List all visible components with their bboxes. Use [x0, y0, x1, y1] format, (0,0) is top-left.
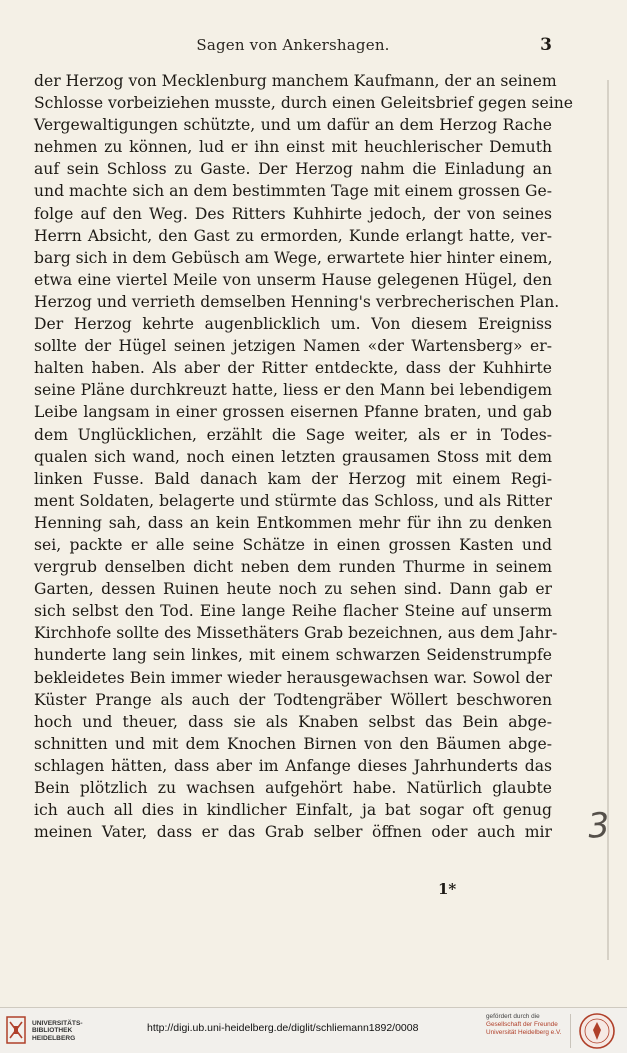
text-line: hunderte lang sein linkes, mit einem schwarzen Seidenstrumpfe	[34, 646, 552, 665]
text-line: schlagen hätten, dass aber im Anfange dieses Jahrhunderts das	[34, 756, 552, 775]
permalink-url[interactable]: http://digi.ub.uni-heidelberg.de/diglit/schliemann1892/0008	[147, 1022, 419, 1034]
page-number: 3	[540, 35, 552, 55]
text-line: vergrub denselben dicht neben dem runden Thurme in seinem	[34, 558, 552, 577]
text-line: auf sein Schloss zu Gaste. Der Herzog nahm die Einladung an	[34, 160, 552, 179]
university-seal-icon	[578, 1012, 616, 1050]
logo-line-1: UNIVERSITÄTS-	[32, 1020, 83, 1027]
page-header	[34, 36, 552, 60]
text-line: Herrn Absicht, den Gast zu ermorden, Kunde erlangt hatte, ver-	[34, 226, 552, 245]
text-line: hoch und theuer, dass sie als Knaben selbst das Bein abge-	[34, 712, 552, 731]
text-line: seine Pläne durchkreuzt hatte, liess er den Mann bei lebendigem	[34, 381, 552, 400]
text-line: Der Herzog kehrte augenblicklich um. Von diesem Ereigniss	[34, 315, 552, 334]
running-title: Sagen von Ankershagen.	[196, 36, 390, 54]
logo-line-3: HEIDELBERG	[32, 1034, 76, 1042]
society-line-2: Universität Heidelberg e.V.	[486, 1029, 562, 1036]
text-line: linken Fusse. Bald danach kam der Herzog mit einem Regi-	[34, 469, 552, 488]
text-line: sollte der Hügel seinen jetzigen Namen «der Wartensberg» er-	[34, 337, 552, 356]
text-line: Bein plötzlich zu wachsen aufgehört habe. Natürlich glaubte	[34, 779, 552, 797]
library-emblem-icon	[6, 1014, 26, 1046]
library-logo[interactable]	[6, 1014, 86, 1048]
text-line: meinen Vater, dass er das Grab selber öffnen oder auch mir	[34, 823, 552, 842]
text-line: sich selbst den Tod. Eine lange Reihe flacher Steine auf unserm	[34, 602, 552, 621]
footer-divider	[570, 1014, 571, 1048]
body-text	[34, 70, 573, 843]
text-line: nehmen zu können, lud er ihn einst mit heuchlerischer Demuth	[34, 138, 552, 157]
text-line: Henning sah, dass an kein Entkommen mehr für ihn zu denken	[34, 513, 552, 532]
text-line: barg sich in dem Gebüsch am Wege, erwartete hier hinter einem,	[34, 248, 553, 267]
logo-line-2: BIBLIOTHEK	[32, 1027, 73, 1035]
footer-bar	[0, 1007, 627, 1053]
text-line: sei, packte er alle seine Schätze in einen grossen Kasten und	[34, 535, 552, 554]
text-line: Herzog und verrieth demselben Henning's verbrecherischen Plan.	[34, 292, 560, 311]
text-line: Garten, dessen Ruinen heute noch zu sehen sind. Dann gab er	[34, 580, 552, 599]
text-line: dem Unglücklichen, erzählt die Sage weiter, als er in Todes-	[34, 425, 552, 444]
text-line: Küster Prange als auch der Todtengräber Wöllert beschworen	[34, 690, 552, 709]
library-name	[32, 1020, 83, 1042]
sponsor-credit	[486, 1013, 561, 1037]
text-line: schnitten und mit dem Knochen Birnen von den Bäumen abge-	[34, 734, 552, 753]
text-line: halten haben. Als aber der Ritter entdeckte, dass der Kuhhirte	[34, 359, 552, 378]
text-line: Leibe langsam in einer grossen eisernen Pfanne braten, und gab	[34, 403, 552, 422]
text-line: qualen sich wand, noch einen letzten grausamen Stoss mit dem	[34, 447, 552, 466]
text-line: der Herzog von Mecklenburg manchem Kaufmann, der an seinem	[34, 72, 557, 90]
text-line: ich auch all dies in kindlicher Einfalt, ja bat sogar oft genug	[34, 801, 552, 820]
text-line: Vergewaltigungen schützte, und um dafür an dem Herzog Rache	[34, 116, 552, 135]
text-line: Schlosse vorbeiziehen musste, durch einen Geleitsbrief gegen seine	[34, 94, 573, 113]
support-label: gefördert durch die	[486, 1013, 540, 1020]
text-line: bekleidetes Bein immer wieder herausgewachsen war. Sowol der	[34, 668, 552, 687]
margin-annotation: 3	[586, 805, 612, 847]
text-line: und machte sich an dem bestimmten Tage mit einem grossen Ge-	[34, 182, 552, 201]
signature-mark: 1*	[438, 880, 457, 898]
text-line: etwa eine viertel Meile von unserm Hause gelegenen Hügel, den	[34, 270, 552, 289]
text-line: ment Soldaten, belagerte und stürmte das Schloss, und als Ritter	[34, 491, 552, 510]
text-line: Kirchhofe sollte des Missethäters Grab bezeichnen, aus dem Jahr-	[34, 624, 558, 643]
text-line: folge auf den Weg. Des Ritters Kuhhirte jedoch, der von seines	[34, 204, 552, 223]
society-line-1: Gesellschaft der Freunde	[486, 1021, 558, 1028]
